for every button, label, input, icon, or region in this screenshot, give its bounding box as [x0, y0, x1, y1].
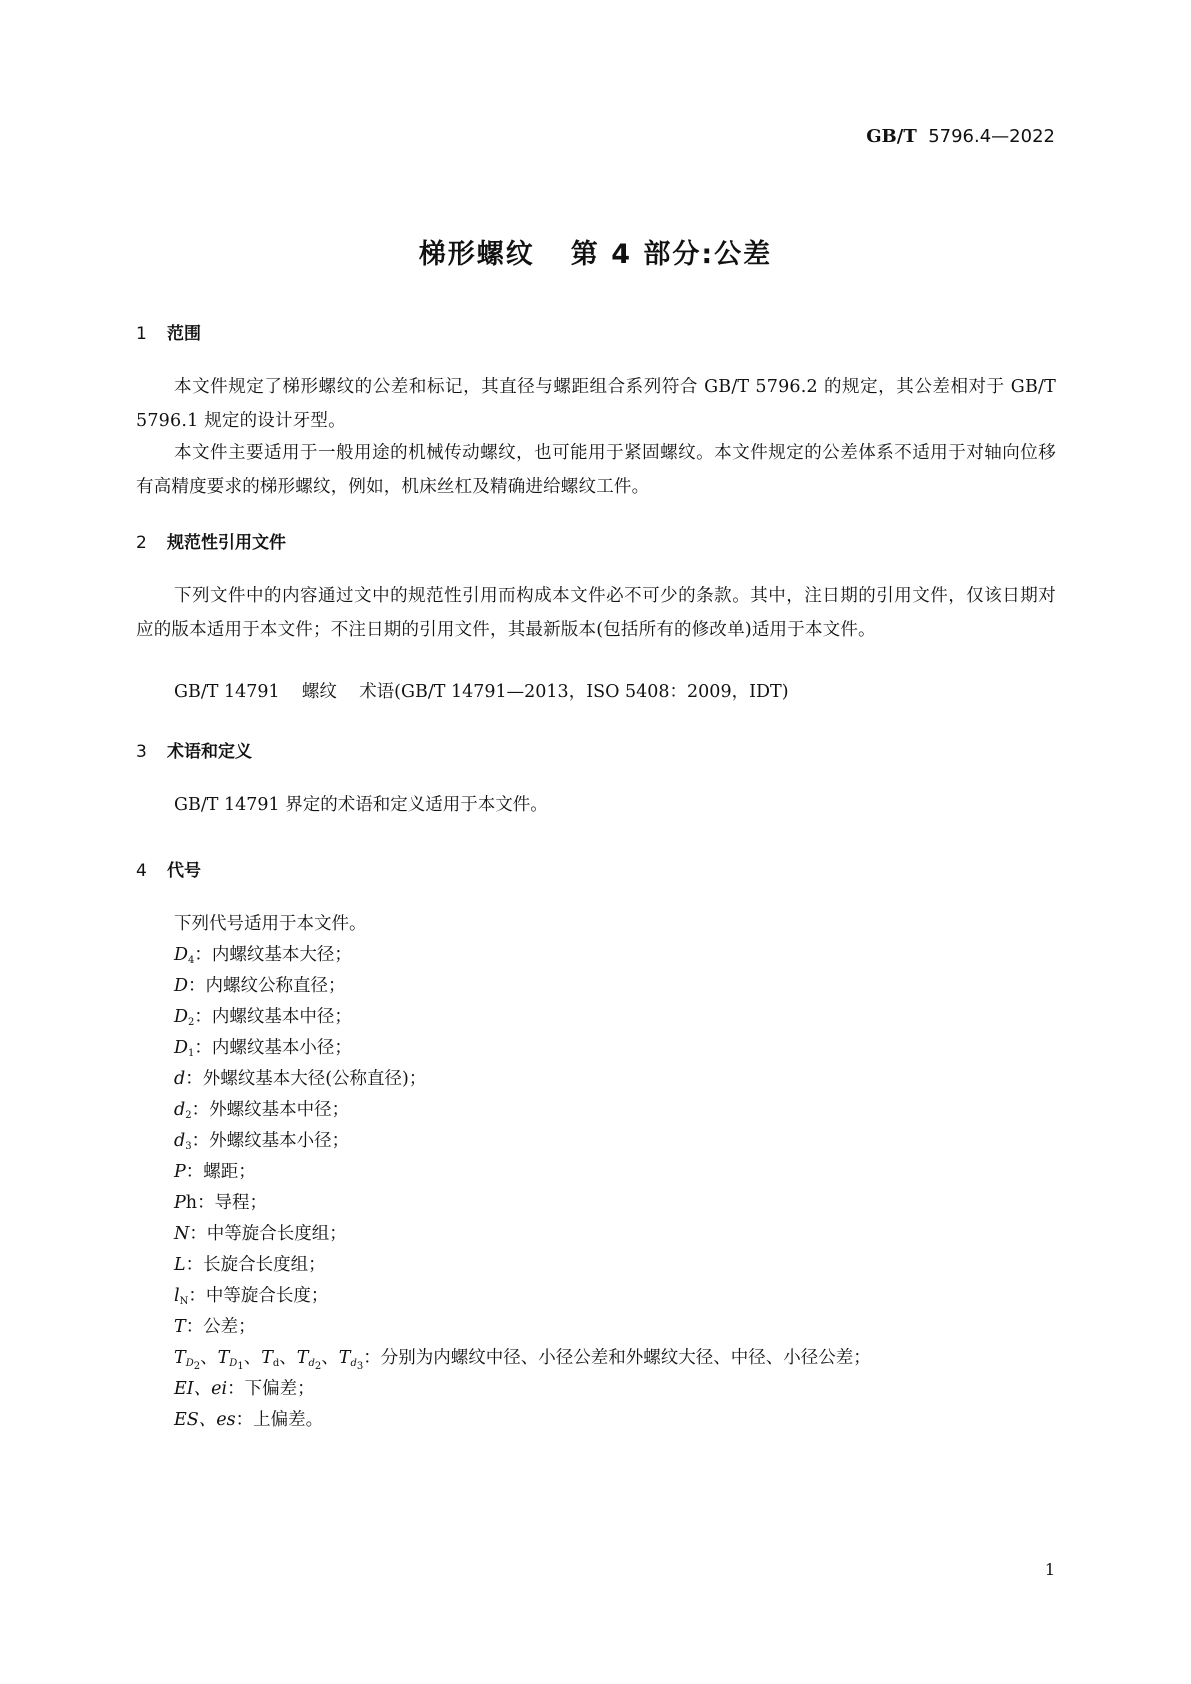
terms-paragraph: GB/T 14791 界定的术语和定义适用于本文件。: [174, 795, 548, 815]
page-number: 1: [1044, 1560, 1055, 1579]
section-heading-normative: 2 规范性引用文件: [136, 533, 286, 553]
symbol-item: T：公差；: [174, 1317, 256, 1337]
normative-paragraph: 下列文件中的内容通过文中的规范性引用而构成本文件必不可少的条款。其中，注日期的引用文件，仅该日期对应的版本适用于本文件；不注日期的引用文件，其最新版本(包括所有的修改单)适用于本文件。: [136, 586, 1056, 640]
document-number: [866, 126, 1055, 147]
symbol-item: $D_4$：内螺纹基本大径；: [174, 945, 352, 966]
symbol-item: $l_N$：中等旋合长度；: [174, 1286, 329, 1307]
symbol-item-lower-deviation: EI、ei：下偏差；: [174, 1379, 315, 1399]
symbol-item-upper-deviation: ES、es：上偏差。: [174, 1410, 324, 1430]
standard-prefix: GB/T: [866, 126, 917, 147]
symbol-item: Ph：导程；: [174, 1193, 268, 1213]
symbol-item: d：外螺纹基本大径(公称直径)；: [174, 1069, 427, 1089]
title-part2: 第 4 部分:公差: [570, 239, 773, 270]
section-heading-scope: 1 范围: [136, 324, 201, 344]
title-part1: 梯形螺纹: [418, 239, 535, 270]
symbol-item: $d_3$：外螺纹基本小径；: [174, 1131, 350, 1152]
symbols-intro: 下列代号适用于本文件。: [174, 914, 367, 934]
section-heading-symbols: 4 代号: [136, 861, 201, 881]
symbol-item: $D_1$：内螺纹基本小径；: [174, 1038, 352, 1059]
symbol-item: D：内螺纹公称直径；: [174, 976, 346, 996]
symbol-item: P：螺距；: [174, 1162, 256, 1182]
section-heading-terms: 3 术语和定义: [136, 742, 252, 762]
symbol-item: L：长旋合长度组；: [174, 1255, 326, 1275]
scope-paragraph-2: 本文件主要适用于一般用途的机械传动螺纹，也可能用于紧固螺纹。本文件规定的公差体系不适用于对轴向位移有高精度要求的梯形螺纹，例如，机床丝杠及精确进给螺纹工件。: [136, 443, 1056, 497]
normative-reference: GB/T 14791 螺纹 术语(GB/T 14791—2013，ISO 5408：2009，IDT): [174, 682, 789, 702]
symbol-item-tolerances: $T_{D_2}$、$T_{D_1}$、$T_d$、$T_{d_2}$、$T_{d_3}$：分别为内螺纹中径、小径公差和外螺纹大径、中径、小径公差；: [174, 1348, 871, 1372]
page-title: [0, 232, 1191, 271]
symbol-item: $D_2$：内螺纹基本中径；: [174, 1007, 352, 1028]
symbol-item: $d_2$：外螺纹基本中径；: [174, 1100, 350, 1121]
scope-paragraph-1: 本文件规定了梯形螺纹的公差和标记，其直径与螺距组合系列符合 GB/T 5796.2 的规定，其公差相对于 GB/T 5796.1 规定的设计牙型。: [136, 377, 1056, 431]
standard-number: 5796.4—2022: [928, 126, 1055, 147]
symbol-item: N：中等旋合长度组；: [174, 1224, 347, 1244]
